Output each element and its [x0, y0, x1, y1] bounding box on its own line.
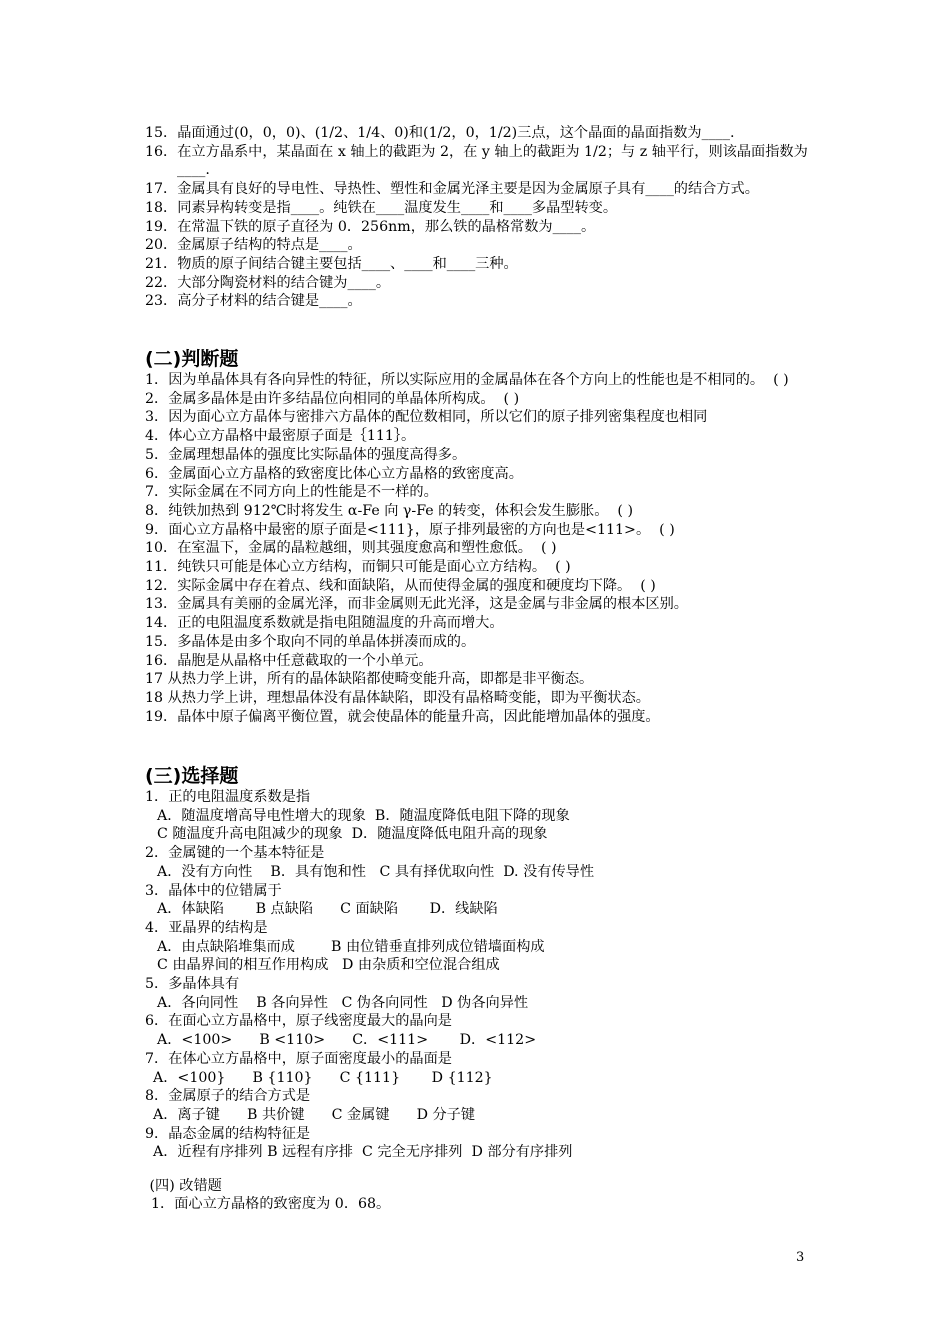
judge-item: 19．晶体中原子偏离平衡位置，就会使晶体的能量升高，因此能增加晶体的强度。	[145, 708, 660, 725]
section-heading: (三)选择题	[145, 765, 239, 787]
page-number: 3	[796, 1250, 805, 1265]
judge-item: 12．实际金属中存在着点、线和面缺陷，从而使得金属的强度和硬度均下降。 ( )	[145, 577, 656, 594]
choice-question: 2．金属键的一个基本特征是	[145, 845, 325, 862]
fill-item: 18．同素异构转变是指____。纯铁在____温度发生____和____多晶型转变。	[145, 199, 618, 216]
choice-options: A．没有方向性 B．具有饱和性 C 具有择优取向性 D. 没有传导性	[157, 863, 595, 880]
judge-item: 7．实际金属在不同方向上的性能是不一样的。	[145, 484, 438, 501]
judge-item: 2．金属多晶体是由许多结晶位向相同的单晶体所构成。 ( )	[145, 390, 520, 407]
judge-item: 16．晶胞是从晶格中任意截取的一个小单元。	[145, 652, 433, 669]
choice-question: 4．亚晶界的结构是	[145, 919, 268, 936]
fill-item: 17．金属具有良好的导电性、导热性、塑性和金属光泽主要是因为金属原子具有____的结合方式。	[145, 181, 759, 198]
judge-item: 18 从热力学上讲，理想晶体没有晶体缺陷，即没有晶格畸变能，即为平衡状态。	[145, 689, 650, 706]
judge-item: 10．在室温下，金属的晶粒越细，则其强度愈高和塑性愈低。 ( )	[145, 540, 557, 557]
choice-question: 7．在体心立方晶格中，原子面密度最小的晶面是	[145, 1050, 452, 1067]
section-heading: (二)判断题	[145, 348, 239, 370]
choice-options: A．由点缺陷堆集而成 B 由位错垂直排列成位错墙面构成	[157, 938, 545, 955]
judge-item: 15．多晶体是由多个取向不同的单晶体拼凑而成的。	[145, 633, 476, 650]
correction-section	[145, 1177, 825, 1214]
judge-item: 3．因为面心立方晶体与密排六方晶体的配位数相同，所以它们的原子排列密集程度也相同	[145, 409, 708, 426]
judge-item: 13．金属具有美丽的金属光泽，而非金属则无此光泽，这是金属与非金属的根本区别。	[145, 596, 688, 613]
judge-item: 1．因为单晶体具有各向异性的特征，所以实际应用的金属晶体在各个方向上的性能也是不相同的。 ( )	[145, 372, 789, 388]
judge-item: 8．纯铁加热到 912℃时将发生 α-Fe 向 γ-Fe 的转变，体积会发生膨胀。 ( )	[145, 502, 634, 519]
choice-options: A．<100} B {110} C {111} D {112}	[153, 1069, 493, 1086]
fill-item: 20．金属原子结构的特点是____。	[145, 237, 362, 254]
fill-item: 21．物质的原子间结合键主要包括____、____和____三种。	[145, 255, 518, 272]
choice-options: A．随温度增高导电性增大的现象 B．随温度降低电阻下降的现象	[157, 807, 570, 824]
choice-question: 8．金属原子的结合方式是	[145, 1088, 311, 1105]
judge-item: 14．正的电阻温度系数就是指电阻随温度的升高而增大。	[145, 615, 504, 632]
fill-item: 23．高分子材料的结合键是____。	[145, 293, 362, 310]
choice-options: A．<100> B <110> C．<111> D．<112>	[157, 1032, 537, 1049]
fill-blank-section	[145, 124, 825, 311]
choice-options: A．体缺陷 B 点缺陷 C 面缺陷 D．线缺陷	[157, 901, 498, 918]
choice-options: C 随温度升高电阻减少的现象 D．随温度降低电阻升高的现象	[157, 826, 548, 843]
section-heading: (四) 改错题	[145, 1178, 222, 1194]
fill-item: 16．在立方晶系中，某晶面在 x 轴上的截距为 2，在 y 轴上的截距为 1/2；与 z 轴平行，则该晶面指数为____.	[145, 143, 808, 179]
choice-options: A．近程有序排列 B 远程有序排 C 完全无序排列 D 部分有序排列	[153, 1144, 573, 1161]
judge-item: 17 从热力学上讲，所有的晶体缺陷都使畸变能升高，即都是非平衡态。	[145, 671, 594, 688]
choice-question: 6．在面心立方晶格中，原子线密度最大的晶向是	[145, 1013, 452, 1030]
correction-item: 1．面心立方晶格的致密度为 0．68。	[151, 1196, 391, 1212]
choice-question: 1．正的电阻温度系数是指	[145, 789, 311, 805]
judge-item: 6．金属面心立方晶格的致密度比体心立方晶格的致密度高。	[145, 465, 523, 482]
multiple-choice-section	[145, 764, 825, 1162]
choice-options: C 由晶界间的相互作用构成 D 由杂质和空位混合组成	[157, 957, 500, 974]
choice-options: A．各向同性 B 各向异性 C 伪各向同性 D 伪各向异性	[157, 994, 529, 1011]
judge-item: 5．金属理想晶体的强度比实际晶体的强度高得多。	[145, 446, 467, 463]
true-false-section	[145, 347, 825, 726]
choice-question: 5．多晶体具有	[145, 976, 240, 993]
judge-item: 4．体心立方晶格中最密原子面是｛111｝。	[145, 428, 416, 445]
judge-item: 9．面心立方晶格中最密的原子面是<111}，原子排列最密的方向也是<111>。 ( )	[145, 521, 675, 538]
fill-item: 19．在常温下铁的原子直径为 0．256nm，那么铁的晶格常数为____。	[145, 218, 596, 235]
choice-question: 9．晶态金属的结构特征是	[145, 1125, 311, 1142]
choice-question: 3．晶体中的位错属于	[145, 882, 282, 899]
fill-item: 22．大部分陶瓷材料的结合键为____。	[145, 274, 391, 291]
fill-item: 15．晶面通过(0，0，0)、(1/2、1/4、0)和(1/2，0，1/2)三点，这个晶面的晶面指数为____.	[145, 125, 735, 141]
judge-item: 11．纯铁只可能是体心立方结构，而铜只可能是面心立方结构。 ( )	[145, 559, 571, 576]
choice-options: A．离子键 B 共价键 C 金属键 D 分子键	[153, 1106, 476, 1123]
